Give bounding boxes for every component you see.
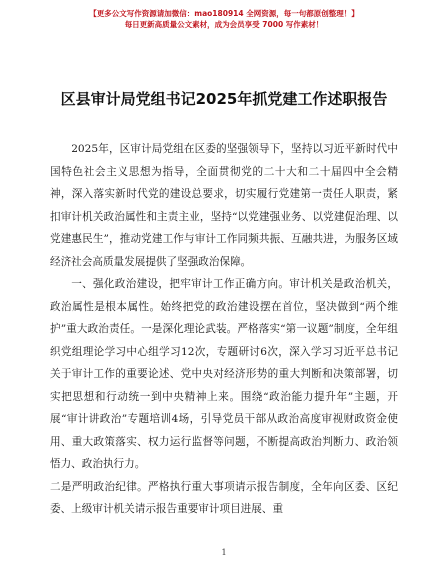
page-number: 1 [221, 548, 227, 557]
document-body [50, 138, 398, 521]
promo-banner-line-1: 【更多公文写作资源请加微信：mao180914 全网资源，每一句都原创整理！】 [89, 9, 359, 18]
promo-banner-line-2: 每日更新高质量公文素材，成为会员享受 7000 写作素材！ [124, 20, 324, 29]
promo-banner [0, 8, 448, 30]
document-title: 区县审计局党组书记2025年抓党建工作述职报告 [60, 90, 388, 108]
paragraph-section-1: 一、强化政治建设，把牢审计工作正确方向。审计机关是政治机关，政治属性是根本属性。始终把党的政治建设摆在首位，坚决做到“两个维护”重大政治责任。一是深化理论武装。严格落实“第一议题”制度，全年组织党组理论学习中心组学习12次，专题研讨6次，深入学习习近平总书记关于审计工作的重要论述、党中央对经济形势的重大判断和决策部署，切实把思想和行动统一到中央精神上来。围绕“政治能力提升年”主题，开展“审计讲政治”专题培训4场，引导党员干部从政治高度审视财政资金使用、重大政策落实、权力运行监督等问题，不断提高政治判断力、政治领悟力、政治执行力。 [50, 278, 398, 470]
paragraph-intro: 2025年，区审计局党组在区委的坚强领导下，坚持以习近平新时代中国特色社会主义思想为指导，全面贯彻党的二十大和二十届四中全会精神，深入落实新时代党的建设总要求，切实履行党建第一责任人职责，紧扣审计机关政治属性和主责主业，坚持“以党建强业务、以党建促治理、以党建惠民生”，推动党建工作与审计工作同频共振、互融共进，为服务区域经济社会高质量发展提供了坚强政治保障。 [50, 143, 398, 268]
paragraph-section-1-continued: 二是严明政治纪律。严格执行重大事项请示报告制度，全年向区委、区纪委、上级审计机关请示报告重要审计项目进展、重 [50, 480, 398, 515]
